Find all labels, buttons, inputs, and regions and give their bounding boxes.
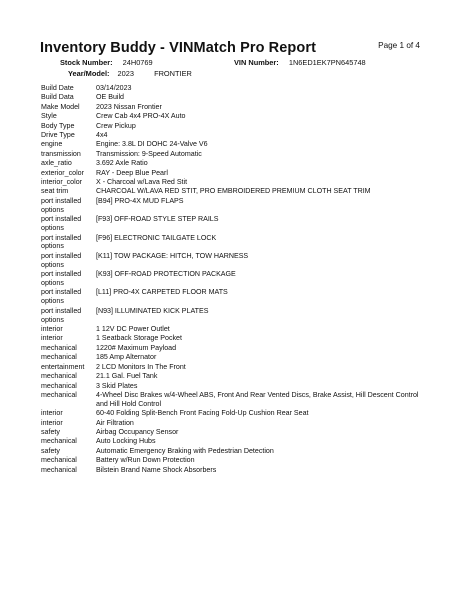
detail-row [41,270,426,288]
detail-key: Make Model [41,102,80,111]
detail-value: 4x4 [96,131,108,140]
detail-value: Crew Cab 4x4 PRO-4X Auto [96,112,186,121]
detail-key: safety [41,428,60,437]
detail-row [41,140,426,149]
detail-row [41,447,426,456]
detail-value: [B94] PRO-4X MUD FLAPS [96,196,184,205]
detail-key: mechanical [41,343,77,352]
detail-value: Bilstein Brand Name Shock Absorbers [96,465,217,474]
detail-row [41,428,426,437]
detail-row [41,325,426,334]
detail-value: Automatic Emergency Braking with Pedestrian Detection [96,446,274,455]
detail-value: 4-Wheel Disc Brakes w/4-Wheel ABS, Front And Rear Vented Discs, Brake Assist, Hill Descent Control and Hill Hold Control [96,390,419,408]
detail-key: Style [41,112,57,121]
detail-value: Battery w/Run Down Protection [96,456,195,465]
detail-key: mechanical [41,437,77,446]
detail-value: [F93] OFF-ROAD STYLE STEP RAILS [96,215,219,224]
detail-key: mechanical [41,353,77,362]
detail-value: RAY - Deep Blue Pearl [96,168,168,177]
detail-row [41,150,426,159]
detail-row [41,84,426,93]
detail-row [41,466,426,475]
detail-value: 1220# Maximum Payload [96,343,177,352]
detail-row [41,234,426,252]
detail-value: 21.1 Gal. Fuel Tank [96,372,158,381]
detail-row [41,131,426,140]
detail-row [41,334,426,343]
detail-key: axle_ratio [41,159,72,168]
detail-value: 1 12V DC Power Outlet [96,325,170,334]
detail-row [41,363,426,372]
detail-key: engine [41,140,63,149]
detail-key: interior [41,334,63,343]
detail-value: Auto Locking Hubs [96,437,156,446]
year-model-label: Year/Model: [68,69,110,78]
detail-row [41,437,426,446]
detail-value: 2023 Nissan Frontier [96,102,162,111]
detail-value: 3 Skid Plates [96,381,138,390]
detail-row [41,372,426,381]
detail-key: mechanical [41,390,77,399]
detail-key: mechanical [41,381,77,390]
detail-row [41,252,426,270]
detail-value: [K11] TOW PACKAGE: HITCH, TOW HARNESS [96,251,249,260]
detail-key: mechanical [41,456,77,465]
model-value: FRONTIER [154,69,192,78]
detail-key: transmission [41,149,81,158]
detail-value: X - Charcoal w/Lava Red Stit [96,178,188,187]
detail-key: safety [41,446,60,455]
detail-row [41,353,426,362]
detail-key: exterior_color [41,168,84,177]
detail-key: port installed options [41,270,82,288]
detail-key: entertainment [41,362,85,371]
detail-value: Crew Pickup [96,121,136,130]
detail-value: 1 Seatback Storage Pocket [96,334,182,343]
detail-key: Body Type [41,121,75,130]
detail-key: port installed options [41,233,82,251]
detail-row [41,419,426,428]
detail-row [41,456,426,465]
detail-key: mechanical [41,465,77,474]
detail-row [41,307,426,325]
detail-key: interior [41,325,63,334]
detail-value: CHARCOAL W/LAVA RED STIT, PRO EMBROIDERED PREMIUM CLOTH SEAT TRIM [96,187,371,196]
detail-row [41,103,426,112]
detail-value: Engine: 3.8L DI DOHC 24-Valve V6 [96,140,208,149]
detail-key: interior [41,409,63,418]
detail-row [41,197,426,215]
detail-value: Air Filtration [96,418,134,427]
page-number: Page 1 of 4 [378,41,420,50]
vin-number-value: 1N6ED1EK7PN645748 [288,58,366,67]
report-title: Inventory Buddy - VINMatch Pro Report [40,40,316,56]
detail-row [41,169,426,178]
year-model-field [68,69,192,78]
vin-number-label: VIN Number: [234,58,279,67]
detail-value: [F96] ELECTRONIC TAILGATE LOCK [96,233,217,242]
year-value: 2023 [117,69,134,78]
detail-key: port installed options [41,251,82,269]
stock-number-value: 24H0769 [122,58,153,67]
detail-value: [N93] ILLUMINATED KICK PLATES [96,306,209,315]
detail-row [41,112,426,121]
detail-row [41,122,426,131]
detail-value: Transmission: 9-Speed Automatic [96,149,202,158]
detail-row [41,215,426,233]
detail-row [41,288,426,306]
detail-key: port installed options [41,196,82,214]
detail-value: 2 LCD Monitors In The Front [96,362,186,371]
detail-row [41,178,426,187]
detail-row [41,159,426,168]
detail-key: interior [41,418,63,427]
detail-key: seat trim [41,187,69,196]
stock-number-label: Stock Number: [60,58,113,67]
detail-key: Drive Type [41,131,75,140]
detail-value: Airbag Occupancy Sensor [96,428,179,437]
detail-row [41,344,426,353]
detail-value: 60-40 Folding Split-Bench Front Facing Fold-Up Cushion Rear Seat [96,409,309,418]
detail-value: 03/14/2023 [96,84,132,92]
detail-value: [K93] OFF-ROAD PROTECTION PACKAGE [96,270,236,279]
detail-row [41,382,426,391]
detail-key: mechanical [41,372,77,381]
detail-row [41,93,426,102]
detail-key: Build Data [41,93,74,102]
detail-key: interior_color [41,178,83,187]
detail-key: Build Date [41,84,74,92]
stock-number-field [60,58,153,67]
detail-value: OE Build [96,93,124,102]
detail-value: 185 Amp Alternator [96,353,157,362]
detail-value: [L11] PRO-4X CARPETED FLOOR MATS [96,288,228,297]
detail-key: port installed options [41,306,82,324]
detail-value: 3.692 Axle Ratio [96,159,148,168]
vin-number-field [234,58,366,67]
detail-key: port installed options [41,288,82,306]
detail-row [41,409,426,418]
vehicle-details-list [41,84,426,475]
detail-row [41,391,426,409]
detail-key: port installed options [41,215,82,233]
detail-row [41,187,426,196]
